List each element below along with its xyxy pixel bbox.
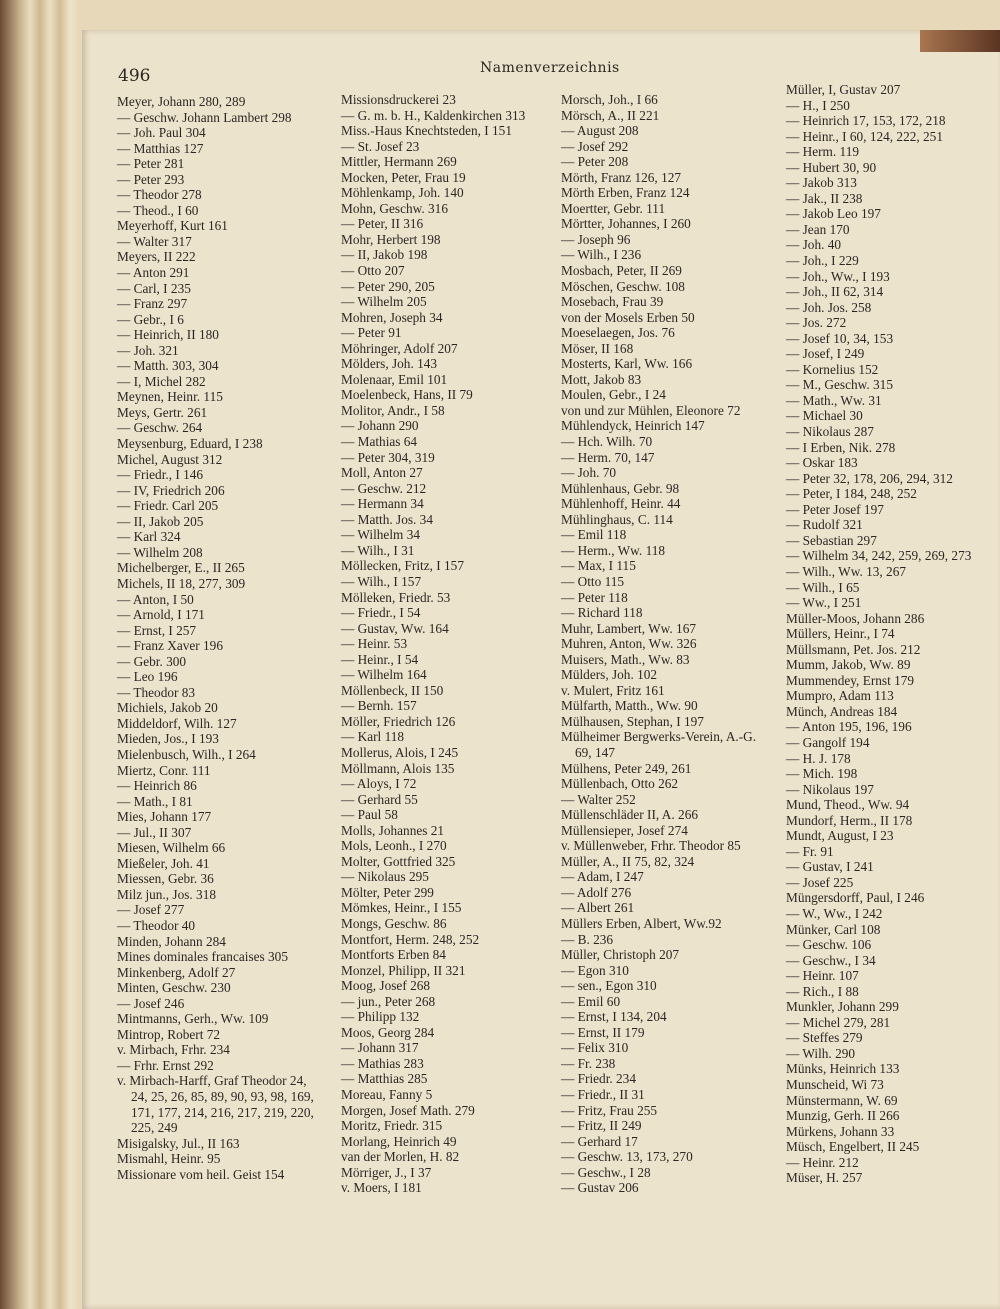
index-entry: — Joh. Jos. 258 <box>786 299 872 315</box>
index-entry: — Gerhard 55 <box>341 791 418 807</box>
index-entry: — Ernst, II 179 <box>561 1024 645 1040</box>
index-entry: Möllecken, Fritz, I 157 <box>341 558 464 574</box>
index-entry: — Friedr., I 146 <box>117 467 204 483</box>
index-entry: — Anton 291 <box>117 265 190 281</box>
index-entry: — Rich., I 88 <box>786 983 859 999</box>
index-entry: Müllensieper, Josef 274 <box>561 822 688 838</box>
index-entry: Mölter, Peter 299 <box>341 884 434 900</box>
index-entry: — Gebr., I 6 <box>117 311 184 327</box>
index-entry: — Joh., II 62, 314 <box>786 284 884 300</box>
index-entry: Minden, Johann 284 <box>117 933 226 949</box>
index-entry: Munzig, Gerh. II 266 <box>786 1108 900 1124</box>
index-entry: Mines dominales francaises 305 <box>117 949 288 965</box>
index-entry: Mittler, Hermann 269 <box>341 154 457 170</box>
index-entry: — Peter Josef 197 <box>786 501 884 517</box>
index-entry: Michel, August 312 <box>117 451 223 467</box>
index-entry: — G. m. b. H., Kaldenkirchen 313 <box>341 107 526 123</box>
index-entry: — Egon 310 <box>561 962 629 978</box>
index-entry: Mölleken, Friedr. 53 <box>341 589 451 605</box>
index-entry: — Herm. 70, 147 <box>561 449 655 465</box>
index-entry: Molter, Gottfried 325 <box>341 853 456 869</box>
index-entry: Mießeler, Joh. 41 <box>117 855 210 871</box>
index-entry: Miertz, Conr. 111 <box>117 762 211 778</box>
index-entry: Mott, Jakob 83 <box>561 371 642 387</box>
index-entry: Mülders, Joh. 102 <box>561 667 658 683</box>
index-entry: — Otto 115 <box>561 573 625 589</box>
index-entry: Muhren, Anton, Ww. 326 <box>561 636 697 652</box>
index-entry: Müllers Erben, Albert, Ww.92 <box>561 915 722 931</box>
index-entry: — B. 236 <box>561 931 614 947</box>
index-column-3 <box>561 92 771 1196</box>
index-entry: — Sebastian 297 <box>786 532 877 548</box>
index-entry: — Adam, I 247 <box>561 869 644 885</box>
index-entry: Moog, Josef 268 <box>341 978 431 994</box>
index-entry: — Johann 317 <box>341 1040 419 1056</box>
index-entry: Mundorf, Herm., II 178 <box>786 812 913 828</box>
index-entry: — Gustav, I 241 <box>786 859 874 875</box>
index-entry: Miss.-Haus Knechtsteden, I 151 <box>341 123 512 139</box>
index-entry: Morgen, Josef Math. 279 <box>341 1102 475 1118</box>
index-entry: Moll, Anton 27 <box>341 465 423 481</box>
index-entry: — Nikolaus 295 <box>341 869 429 885</box>
index-entry: — Joseph 96 <box>561 231 631 247</box>
index-entry: — Leo 196 <box>117 669 178 685</box>
index-entry: — H. J. 178 <box>786 750 851 766</box>
index-entry: Müser, H. 257 <box>786 1170 863 1186</box>
index-entry: — jun., Peter 268 <box>341 993 436 1009</box>
index-entry: — Theodor 83 <box>117 684 196 700</box>
index-entry: — Mich. 198 <box>786 766 858 782</box>
index-entry: — Ernst, I 134, 204 <box>561 1009 667 1025</box>
index-entry: Mölders, Joh. 143 <box>341 356 438 372</box>
index-entry: — Josef, I 249 <box>786 346 865 362</box>
index-column-2 <box>341 92 541 1196</box>
index-entry: Mörriger, J., I 37 <box>341 1164 432 1180</box>
index-entry: Mummendey, Ernst 179 <box>786 672 915 688</box>
index-entry: — Nikolaus 197 <box>786 781 874 797</box>
index-entry: — Peter 118 <box>561 589 628 605</box>
index-entry: Michels, II 18, 277, 309 <box>117 575 246 591</box>
index-entry: — Friedr., I 54 <box>341 605 421 621</box>
index-entry: Müller-Moos, Johann 286 <box>786 610 925 626</box>
index-entry: — Peter 32, 178, 206, 294, 312 <box>786 470 953 486</box>
index-entry: Meysenburg, Eduard, I 238 <box>117 436 263 452</box>
index-entry: — Emil 118 <box>561 527 627 543</box>
index-entry: Mongs, Geschw. 86 <box>341 915 447 931</box>
index-entry: Müllenbach, Otto 262 <box>561 776 679 792</box>
index-entry: v. Mirbach-Harff, Graf Theodor 24, 24, 25, 26, 85, 89, 90, 93, 98, 169, 171, 177, 214, 216, 217, 219, 220, 225, 249 <box>117 1073 314 1136</box>
index-entry: Mohn, Geschw. 316 <box>341 200 448 216</box>
index-entry: — Bernh. 157 <box>341 698 417 714</box>
index-entry: — Ernst, I 257 <box>117 622 197 638</box>
index-entry: — Fritz, II 249 <box>561 1118 642 1134</box>
index-entry: Mundt, August, I 23 <box>786 828 894 844</box>
index-entry: Montforts Erben 84 <box>341 947 446 963</box>
index-entry: Mürkens, Johann 33 <box>786 1123 895 1139</box>
index-entry: — Rudolf 321 <box>786 517 863 533</box>
index-entry: Moulen, Gebr., I 24 <box>561 387 666 403</box>
index-entry: Münker, Carl 108 <box>786 921 881 937</box>
index-entry: — Matth. 303, 304 <box>117 358 219 374</box>
index-entry: — II, Jakob 205 <box>117 513 204 529</box>
index-entry: — Gustav, Ww. 164 <box>341 620 449 636</box>
index-entry: — Fritz, Frau 255 <box>561 1102 658 1118</box>
index-entry: — Gerhard 17 <box>561 1133 638 1149</box>
index-entry: Müngersdorff, Paul, I 246 <box>786 890 925 906</box>
index-entry: — Josef 10, 34, 153 <box>786 330 894 346</box>
index-entry: — Jul., II 307 <box>117 824 192 840</box>
index-entry: Munscheid, Wi 73 <box>786 1077 884 1092</box>
index-entry: — Gebr. 300 <box>117 653 187 669</box>
index-entry: von und zur Mühlen, Eleonore 72 <box>561 402 741 418</box>
index-entry: Mohr, Herbert 198 <box>341 231 441 247</box>
index-entry: Miesen, Wilhelm 66 <box>117 840 226 856</box>
index-entry: Moreau, Fanny 5 <box>341 1087 433 1102</box>
index-entry: Mollerus, Alois, I 245 <box>341 744 459 760</box>
index-entry: Mieden, Jos., I 193 <box>117 731 219 747</box>
index-entry: Möschen, Geschw. 108 <box>561 278 685 294</box>
index-entry: — Wilh., I 157 <box>341 573 422 589</box>
index-entry: — Theodor 278 <box>117 187 202 203</box>
index-entry: Mintrop, Robert 72 <box>117 1026 221 1042</box>
index-entry: Mohren, Joseph 34 <box>341 309 443 325</box>
index-entry: — Anton 195, 196, 196 <box>786 719 912 735</box>
index-entry: — Gangolf 194 <box>786 734 870 750</box>
index-entry: Meys, Gertr. 261 <box>117 404 208 420</box>
index-entry: — Aloys, I 72 <box>341 776 417 792</box>
index-entry: — Math., Ww. 31 <box>786 392 882 408</box>
index-entry: Moelenbeck, Hans, II 79 <box>341 387 473 403</box>
index-entry: Mosbach, Peter, II 269 <box>561 263 682 279</box>
index-entry: Meyer, Johann 280, 289 <box>117 94 246 109</box>
index-entry: Michiels, Jakob 20 <box>117 700 218 716</box>
index-entry: — Wilhelm 205 <box>341 294 427 310</box>
index-entry: — Emil 60 <box>561 993 621 1009</box>
index-entry: — Franz 297 <box>117 296 188 312</box>
index-entry: Müller, A., II 75, 82, 324 <box>561 853 695 869</box>
index-entry: Mühlenhaus, Gebr. 98 <box>561 480 680 496</box>
index-entry: — Heinrich 86 <box>117 778 197 794</box>
index-entry: Meynen, Heinr. 115 <box>117 389 223 405</box>
index-entry: — Gustav 206 <box>561 1180 639 1196</box>
index-entry: Morlang, Heinrich 49 <box>341 1133 457 1149</box>
index-entry: — Oskar 183 <box>786 455 858 471</box>
index-entry: — Geschw., I 28 <box>561 1164 651 1180</box>
index-entry: — Mathias 283 <box>341 1055 424 1071</box>
index-entry: Misigalsky, Jul., II 163 <box>117 1135 240 1151</box>
index-entry: Missionare vom heil. Geist 154 <box>117 1166 285 1182</box>
index-entry: — Herm. 119 <box>786 144 859 160</box>
index-entry: — I Erben, Nik. 278 <box>786 439 896 455</box>
index-entry: Mosterts, Karl, Ww. 166 <box>561 356 693 372</box>
index-entry: — Wilh., I 236 <box>561 247 642 263</box>
index-entry: v. Mulert, Fritz 161 <box>561 682 665 698</box>
index-entry: Minkenberg, Adolf 27 <box>117 964 236 980</box>
index-entry: — I, Michel 282 <box>117 373 206 389</box>
index-entry: Milz jun., Jos. 318 <box>117 886 216 902</box>
index-entry: — Michel 279, 281 <box>786 1014 891 1030</box>
index-entry: — Heinrich 17, 153, 172, 218 <box>786 113 946 129</box>
index-entry: Molenaar, Emil 101 <box>341 371 448 387</box>
index-entry: — Michael 30 <box>786 408 863 424</box>
index-entry: Müller, Christoph 207 <box>561 947 680 963</box>
index-entry: — Joh. 40 <box>786 237 842 253</box>
index-entry: — Fr. 91 <box>786 843 834 859</box>
index-entry: — Theodor 40 <box>117 917 196 933</box>
index-entry: — Heinr. 107 <box>786 968 859 984</box>
index-entry: — Peter, II 316 <box>341 216 424 232</box>
index-entry: Mörtter, Johannes, I 260 <box>561 216 691 232</box>
index-entry: Meyerhoff, Kurt 161 <box>117 218 228 234</box>
index-entry: — Matthias 285 <box>341 1071 428 1087</box>
index-entry: — Jak., II 238 <box>786 190 863 206</box>
index-entry: — Herm., Ww. 118 <box>561 542 666 558</box>
index-entry: — Frhr. Ernst 292 <box>117 1057 214 1073</box>
index-entry: — Geschw. 13, 173, 270 <box>561 1149 693 1165</box>
index-entry: Moeselaegen, Jos. 76 <box>561 325 675 341</box>
index-entry: — Joh. Paul 304 <box>117 125 206 141</box>
index-entry: Möhlenkamp, Joh. 140 <box>341 185 464 201</box>
index-entry: Mühlendyck, Heinrich 147 <box>561 418 705 434</box>
index-entry: Mintmanns, Gerh., Ww. 109 <box>117 1011 269 1027</box>
index-entry: — Peter, I 184, 248, 252 <box>786 486 917 502</box>
index-entry: — H., I 250 <box>786 97 850 113</box>
index-entry: Müsch, Engelbert, II 245 <box>786 1139 920 1155</box>
index-entry: — Geschw., I 34 <box>786 952 876 968</box>
index-entry: Mülfarth, Matth., Ww. 90 <box>561 698 698 714</box>
index-entry: — Carl, I 235 <box>117 280 191 296</box>
index-entry: — Felix 310 <box>561 1040 629 1056</box>
index-entry: — Matthias 127 <box>117 140 204 156</box>
index-entry: — Nikolaus 287 <box>786 424 874 440</box>
index-entry: Mund, Theod., Ww. 94 <box>786 797 910 813</box>
index-entry: — Philipp 132 <box>341 1009 420 1025</box>
index-entry: Mörth Erben, Franz 124 <box>561 185 690 201</box>
index-entry: v. Moers, I 181 <box>341 1180 422 1196</box>
index-entry: Möhringer, Adolf 207 <box>341 340 458 356</box>
index-entry: Mülhens, Peter 249, 261 <box>561 760 692 776</box>
index-entry: — Jakob Leo 197 <box>786 206 881 222</box>
index-entry: — Walter 317 <box>117 233 192 249</box>
index-entry: — Joh. 70 <box>561 465 617 481</box>
index-entry: Mismahl, Heinr. 95 <box>117 1151 221 1167</box>
index-entry: — Hch. Wilh. 70 <box>561 434 653 450</box>
index-entry: — Wilh., I 31 <box>341 542 415 558</box>
index-entry: — Wilh. 290 <box>786 1045 856 1061</box>
index-entry: — Wilhelm 208 <box>117 544 203 560</box>
index-entry: Müllsmann, Pet. Jos. 212 <box>786 641 921 657</box>
index-entry: v. Müllenweber, Frhr. Theodor 85 <box>561 838 741 854</box>
index-entry: — sen., Egon 310 <box>561 978 657 994</box>
index-entry: Möllmann, Alois 135 <box>341 760 455 776</box>
index-entry: — St. Josef 23 <box>341 138 420 154</box>
index-entry: — Wilhelm 164 <box>341 667 427 683</box>
index-entry: — Anton, I 50 <box>117 591 194 607</box>
index-entry: — Adolf 276 <box>561 884 632 900</box>
index-entry: Münstermann, W. 69 <box>786 1092 898 1108</box>
index-entry: Middeldorf, Wilh. 127 <box>117 715 237 731</box>
index-entry: — Kornelius 152 <box>786 361 879 377</box>
index-entry: Müllenschläder II, A. 266 <box>561 807 699 823</box>
index-entry: — Johann 290 <box>341 418 419 434</box>
index-entry: — Heinr. 53 <box>341 636 408 652</box>
index-entry: Muhr, Lambert, Ww. 167 <box>561 620 696 636</box>
index-entry: Mömkes, Heinr., I 155 <box>341 900 462 916</box>
index-entry: Moritz, Friedr. 315 <box>341 1118 443 1134</box>
index-entry: Moos, Georg 284 <box>341 1024 435 1040</box>
index-entry: Missionsdruckerei 23 <box>341 92 456 107</box>
index-entry: Michelberger, E., II 265 <box>117 560 245 576</box>
index-entry: Mörsch, A., II 221 <box>561 107 660 123</box>
index-entry: Mosebach, Frau 39 <box>561 294 664 310</box>
index-entry: — Josef 292 <box>561 138 629 154</box>
index-entry: Mülhausen, Stephan, I 197 <box>561 713 704 729</box>
index-entry: von der Mosels Erben 50 <box>561 309 695 325</box>
index-entry: Münch, Andreas 184 <box>786 703 898 719</box>
index-entry: — Wilhelm 34 <box>341 527 420 543</box>
index-entry: — Geschw. 106 <box>786 937 872 953</box>
index-entry: Moertter, Gebr. 111 <box>561 200 666 216</box>
index-entry: — Joh., Ww., I 193 <box>786 268 890 284</box>
index-entry: — Joh. 321 <box>117 342 179 358</box>
index-entry: Müller, I, Gustav 207 <box>786 82 901 97</box>
index-entry: — Max, I 115 <box>561 558 636 574</box>
index-entry: Molitor, Andr., I 58 <box>341 402 445 418</box>
index-entry: van der Morlen, H. 82 <box>341 1149 460 1165</box>
index-entry: — Walter 252 <box>561 791 636 807</box>
index-entry: — Jakob 313 <box>786 175 857 191</box>
index-entry: — Heinr., I 54 <box>341 651 419 667</box>
index-entry: — Karl 324 <box>117 529 181 545</box>
index-entry: — Mathias 64 <box>341 434 418 450</box>
index-column-1 <box>117 94 322 1182</box>
index-entry: — Joh., I 229 <box>786 253 859 269</box>
index-entry: Mühlinghaus, C. 114 <box>561 511 673 527</box>
index-entry: — W., Ww., I 242 <box>786 905 883 921</box>
index-entry: Mühlenhoff, Heinr. 44 <box>561 496 681 512</box>
running-heading: Namenverzeichnis <box>480 60 620 76</box>
index-entry: — Friedr. Carl 205 <box>117 498 219 514</box>
index-entry: — Heinrich, II 180 <box>117 327 219 343</box>
index-entry: — Wilh., I 65 <box>786 579 860 595</box>
index-entry: — Fr. 238 <box>561 1055 616 1071</box>
index-entry: — Peter 304, 319 <box>341 449 435 465</box>
index-entry: Möser, II 168 <box>561 340 634 356</box>
index-entry: — Math., I 81 <box>117 793 193 809</box>
index-entry: Mumpro, Adam 113 <box>786 688 894 704</box>
index-entry: — Steffes 279 <box>786 1030 863 1046</box>
index-entry: — Heinr. 212 <box>786 1154 859 1170</box>
book-cover-corner <box>920 30 1000 52</box>
index-entry: Möllenbeck, II 150 <box>341 682 444 698</box>
index-entry: Mumm, Jakob, Ww. 89 <box>786 657 911 673</box>
index-entry: Monzel, Philipp, II 321 <box>341 962 466 978</box>
index-entry: — Theod., I 60 <box>117 202 199 218</box>
index-entry: Meyers, II 222 <box>117 249 196 265</box>
index-entry: Mocken, Peter, Frau 19 <box>341 169 466 185</box>
index-entry: Mies, Johann 177 <box>117 809 212 825</box>
index-entry: — Geschw. 264 <box>117 420 203 436</box>
index-entry: — Wilh., Ww. 13, 267 <box>786 563 906 579</box>
index-entry: — August 208 <box>561 123 639 139</box>
index-entry: — Friedr. 234 <box>561 1071 636 1087</box>
index-entry: Miessen, Gebr. 36 <box>117 871 214 887</box>
index-entry: Molls, Johannes 21 <box>341 822 445 838</box>
index-entry: — Karl 118 <box>341 729 405 745</box>
index-entry: — Matth. Jos. 34 <box>341 511 433 527</box>
index-entry: — Geschw. Johann Lambert 298 <box>117 109 292 125</box>
index-entry: — Geschw. 212 <box>341 480 427 496</box>
index-entry: — Hermann 34 <box>341 496 424 512</box>
index-entry: v. Mirbach, Frhr. 234 <box>117 1042 230 1058</box>
index-entry: — Arnold, I 171 <box>117 607 205 623</box>
index-entry: — Hubert 30, 90 <box>786 159 877 175</box>
index-entry: Munkler, Johann 299 <box>786 999 899 1015</box>
index-column-4 <box>786 82 996 1186</box>
index-entry: — Josef 246 <box>117 995 185 1011</box>
index-entry: Mols, Leonh., I 270 <box>341 838 447 854</box>
index-entry: — Franz Xaver 196 <box>117 638 223 654</box>
index-entry: — Albert 261 <box>561 900 635 916</box>
index-entry: — II, Jakob 198 <box>341 247 428 263</box>
index-entry: — Otto 207 <box>341 263 405 279</box>
index-entry: — Ww., I 251 <box>786 595 862 611</box>
index-entry: Minten, Geschw. 230 <box>117 980 231 996</box>
index-entry: Montfort, Herm. 248, 252 <box>341 931 480 947</box>
index-entry: — Peter 91 <box>341 325 402 341</box>
index-entry: — M., Geschw. 315 <box>786 377 893 393</box>
index-entry: Muisers, Math., Ww. 83 <box>561 651 690 667</box>
index-entry: — Wilhelm 34, 242, 259, 269, 273 <box>786 548 972 564</box>
index-entry: — Peter 208 <box>561 154 629 170</box>
index-entry: — Josef 225 <box>786 874 854 890</box>
index-entry: — Peter 290, 205 <box>341 278 435 294</box>
index-entry: — Josef 277 <box>117 902 185 918</box>
index-entry: Mörth, Franz 126, 127 <box>561 169 682 185</box>
index-entry: — Jean 170 <box>786 221 850 237</box>
index-entry: — Paul 58 <box>341 807 398 823</box>
index-entry: Mielenbusch, Wilh., I 264 <box>117 746 256 762</box>
index-entry: Morsch, Joh., I 66 <box>561 92 658 107</box>
index-entry: Münks, Heinrich 133 <box>786 1061 900 1077</box>
index-entry: Müllers, Heinr., I 74 <box>786 626 895 642</box>
index-entry: Möller, Friedrich 126 <box>341 713 456 729</box>
index-entry: — Peter 281 <box>117 156 185 172</box>
index-entry: — Peter 293 <box>117 171 185 187</box>
index-entry: — Friedr., II 31 <box>561 1087 645 1102</box>
index-entry: — Heinr., I 60, 124, 222, 251 <box>786 128 943 144</box>
page-number: 496 <box>118 66 151 86</box>
index-entry: Mülheimer Bergwerks-Verein, A.-G. 69, 147 <box>561 729 757 760</box>
index-entry: — Jos. 272 <box>786 315 847 331</box>
index-entry: — IV, Friedrich 206 <box>117 482 225 498</box>
index-entry: — Richard 118 <box>561 605 643 621</box>
